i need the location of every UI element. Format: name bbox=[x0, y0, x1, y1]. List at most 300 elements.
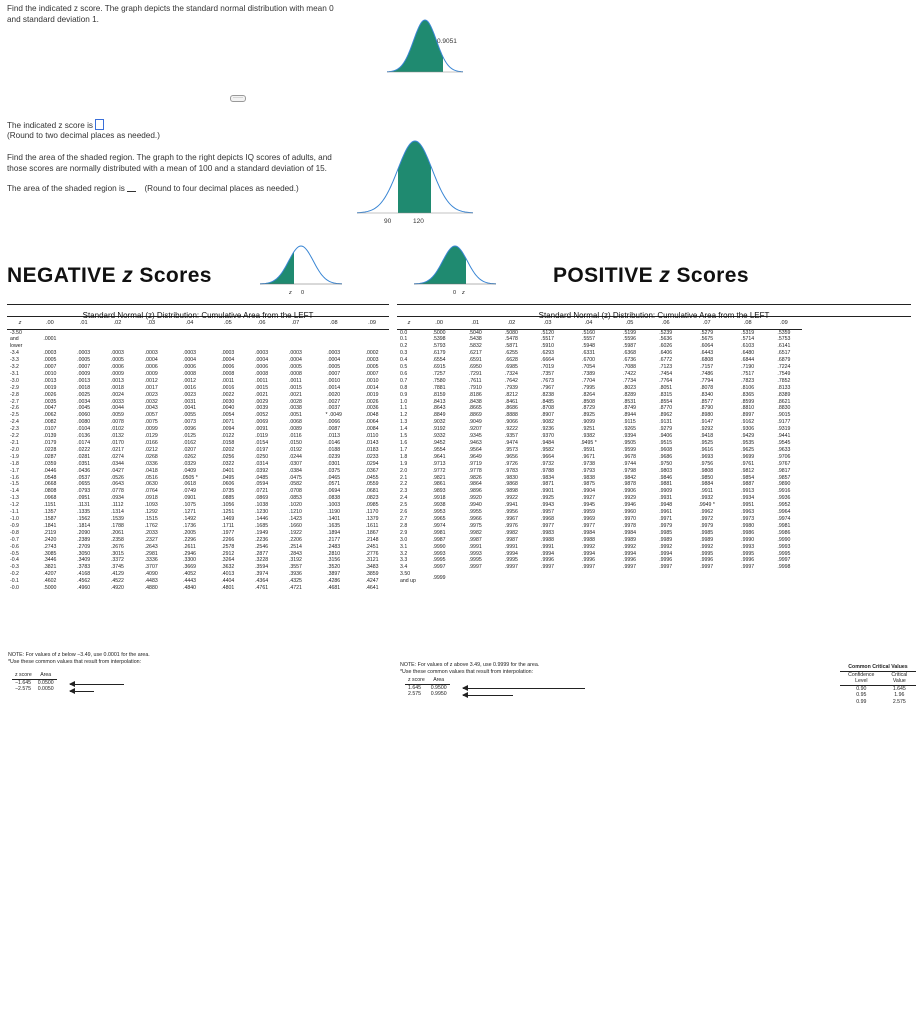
area-cell: .9994 bbox=[582, 550, 596, 557]
area-cell: .0017 bbox=[144, 384, 158, 391]
area-cell: .0183 bbox=[365, 446, 379, 453]
z-value-cell: 2.4 bbox=[400, 495, 408, 502]
area-cell: .0068 bbox=[288, 419, 302, 426]
column-header: .05 bbox=[611, 318, 647, 329]
area-cell: .9452 bbox=[432, 440, 446, 446]
area-cell: .9793 bbox=[582, 467, 596, 474]
area-cell: .1379 bbox=[365, 515, 379, 522]
negative-curve-z: z bbox=[289, 290, 292, 296]
area-cell: .4090 bbox=[144, 571, 158, 578]
area-cell: .4286 bbox=[327, 578, 341, 585]
area-cell: .0808 bbox=[43, 488, 57, 495]
area-cell: .9997 bbox=[504, 564, 518, 571]
area-cell: .7967 bbox=[541, 384, 555, 391]
z-value-cell: -0.7 bbox=[10, 536, 19, 543]
area-cell: .9996 bbox=[700, 557, 714, 564]
area-cell: .0344 bbox=[110, 460, 124, 467]
area-cell: .9998 bbox=[777, 564, 791, 571]
area-cell: .9991 bbox=[504, 543, 518, 550]
column-header: .00 bbox=[421, 318, 457, 329]
area-cell: .1314 bbox=[110, 509, 124, 516]
area-cell: .0749 bbox=[183, 488, 197, 495]
z-value-cell: -3.1 bbox=[10, 370, 19, 377]
area-cell: .9945 bbox=[582, 502, 596, 509]
z-value-cell: -0.3 bbox=[10, 564, 19, 571]
area-cell: .9987 bbox=[432, 536, 446, 543]
table-row bbox=[397, 378, 802, 385]
area-cell: .5160 bbox=[582, 329, 596, 336]
area-cell: .6844 bbox=[741, 357, 755, 364]
area-cell: .9997 bbox=[541, 564, 555, 571]
area-cell: * .0049 bbox=[325, 412, 342, 419]
area-cell: .7054 bbox=[582, 364, 596, 371]
area-cell: .1515 bbox=[144, 515, 158, 522]
area-cell: .9147 bbox=[700, 419, 714, 426]
area-cell: .6443 bbox=[700, 350, 714, 357]
area-cell: .0008 bbox=[183, 370, 197, 377]
area-cell: .0006 bbox=[144, 364, 158, 371]
area-cell: .0934 bbox=[110, 495, 124, 502]
area-cell: .9951 bbox=[741, 502, 755, 509]
area-cell: .6141 bbox=[777, 343, 791, 350]
z-value-cell: -0.1 bbox=[10, 578, 19, 585]
area-cell: .0019 bbox=[43, 384, 57, 391]
area-cell: .0336 bbox=[144, 460, 158, 467]
area-cell: .7611 bbox=[468, 377, 482, 384]
area-cell: .9756 bbox=[700, 460, 714, 467]
area-cell: .6915 bbox=[432, 364, 446, 371]
area-cell: .5517 bbox=[541, 336, 555, 343]
area-cell: .0668 bbox=[43, 481, 57, 488]
area-cell: .9916 bbox=[777, 488, 791, 495]
area-cell: .9984 bbox=[582, 529, 596, 536]
table-row bbox=[397, 364, 802, 371]
area-cell: .0170 bbox=[110, 440, 124, 446]
z-value-cell: 1.6 bbox=[400, 440, 408, 446]
z-value-cell: 3.2 bbox=[400, 550, 408, 557]
area-cell: .9981 bbox=[432, 529, 446, 536]
area-cell: .0351 bbox=[77, 460, 91, 467]
area-cell: .6406 bbox=[659, 350, 673, 357]
area-cell: .4483 bbox=[144, 578, 158, 585]
table-row bbox=[7, 502, 389, 509]
area-cell: .9996 bbox=[741, 557, 755, 564]
z-value-cell: 2.5 bbox=[400, 502, 408, 509]
column-header: .09 bbox=[766, 318, 802, 329]
area-cell: .0069 bbox=[255, 419, 269, 426]
area-cell: .4641 bbox=[365, 585, 379, 592]
area-cell: .9162 bbox=[741, 419, 755, 426]
area-cell: .0409 bbox=[183, 467, 197, 474]
z-value-cell: 3.3 bbox=[400, 557, 408, 564]
area-cell: .9977 bbox=[582, 522, 596, 529]
z-value-cell: -0.2 bbox=[10, 571, 19, 578]
area-cell: .9788 bbox=[541, 467, 555, 474]
area-cell: .9826 bbox=[468, 474, 482, 481]
area-cell: .9946 bbox=[623, 502, 637, 509]
area-cell: .1075 bbox=[183, 502, 197, 509]
z-value-cell: 1.8 bbox=[400, 453, 408, 460]
area-cell: .4801 bbox=[221, 585, 235, 592]
area-cell: .2206 bbox=[288, 536, 302, 543]
table-row bbox=[397, 509, 802, 516]
area-cell: .0003 bbox=[221, 350, 235, 357]
z-value-cell: 0.6 bbox=[400, 370, 408, 377]
column-header: .08 bbox=[312, 318, 355, 329]
area-cell: .0016 bbox=[221, 384, 235, 391]
area-cell: .0054 bbox=[221, 412, 235, 419]
positive-curve-graph bbox=[412, 238, 498, 298]
area-cell: .0143 bbox=[365, 440, 379, 446]
z-value-cell: -3.2 bbox=[10, 364, 19, 371]
area-cell: .0024 bbox=[110, 391, 124, 398]
table-row bbox=[7, 405, 389, 412]
area-cell: .9940 bbox=[468, 502, 482, 509]
area-cell: .9994 bbox=[504, 550, 518, 557]
area-cell: .0485 bbox=[255, 474, 269, 481]
area-cell: .2420 bbox=[43, 536, 57, 543]
area-cell: .9279 bbox=[659, 426, 673, 433]
area-cell: .4602 bbox=[43, 578, 57, 585]
area-cell: .5793 bbox=[432, 343, 446, 350]
z-value-cell: -0.8 bbox=[10, 529, 19, 536]
area-cell: .0033 bbox=[110, 398, 124, 405]
area-cell: .9996 bbox=[623, 557, 637, 564]
area-cell: .0102 bbox=[110, 426, 124, 433]
area-cell: .0007 bbox=[365, 370, 379, 377]
table-row bbox=[397, 399, 802, 406]
shaded-area bbox=[387, 20, 443, 72]
area-cell bbox=[611, 571, 647, 585]
area-cell: .9996 bbox=[659, 557, 673, 564]
area-cell: .0192 bbox=[288, 446, 302, 453]
z-value-cell: -1.2 bbox=[10, 502, 19, 509]
area-cell: .9986 bbox=[741, 529, 755, 536]
area-cell: .8023 bbox=[623, 384, 637, 391]
area-cell: .9803 bbox=[659, 467, 673, 474]
area-cell: .6103 bbox=[741, 343, 755, 350]
table-row bbox=[397, 551, 802, 558]
area-cell: .6879 bbox=[777, 357, 791, 364]
column-header: .02 bbox=[493, 318, 529, 329]
area-cell: .1151 bbox=[43, 502, 57, 509]
area-cell: .0166 bbox=[144, 440, 158, 446]
area-cell: .0004 bbox=[183, 357, 197, 364]
area-cell: .0009 bbox=[110, 370, 124, 377]
negative-curve-graph bbox=[258, 238, 344, 298]
area-cell: .8621 bbox=[777, 398, 791, 405]
area-cell: .6517 bbox=[777, 350, 791, 357]
area-cell: .1112 bbox=[111, 502, 124, 509]
area-cell: .9812 bbox=[741, 467, 755, 474]
area-cell: .9988 bbox=[582, 536, 596, 543]
area-cell: .6480 bbox=[741, 350, 755, 357]
area-cell: .0010 bbox=[327, 377, 341, 384]
area-cell: .9992 bbox=[582, 543, 596, 550]
area-cell: .9649 bbox=[468, 453, 482, 460]
area-cell: .0057 bbox=[144, 412, 158, 419]
area-cell: .0010 bbox=[43, 370, 57, 377]
area-cell: .0162 bbox=[183, 440, 197, 446]
area-cell: .5871 bbox=[504, 343, 518, 350]
area-cell: .9913 bbox=[741, 488, 755, 495]
area-cell: .0119 bbox=[255, 433, 268, 440]
table-row bbox=[397, 385, 802, 392]
z-value-cell: -2.5 bbox=[10, 412, 19, 419]
area-cell: .9996 bbox=[541, 557, 555, 564]
area-cell: .2546 bbox=[255, 543, 269, 550]
z-value-cell: -2.3 bbox=[10, 426, 19, 433]
table-row bbox=[397, 495, 802, 502]
area-cell: .0014 bbox=[365, 384, 379, 391]
area-cell: .3707 bbox=[144, 564, 158, 571]
area-cell: .8997 bbox=[741, 412, 755, 419]
negative-table-title-bar: Standard Normal (z) Distribution: Cumulative Area from the LEFT bbox=[7, 304, 389, 317]
negative-note: NOTE: For values of z below −3.49, use 0.0001 for the area. *Use these common values that result from interpolation: bbox=[8, 652, 150, 665]
table-row bbox=[7, 530, 389, 537]
area-cell: .0071 bbox=[221, 419, 235, 426]
area-cell: .0207 bbox=[183, 446, 197, 453]
area-cell: .0007 bbox=[77, 364, 91, 371]
area-cell: .9953 bbox=[432, 509, 446, 516]
area-cell: .0281 bbox=[77, 453, 91, 460]
column-header: .03 bbox=[529, 318, 565, 329]
area-cell: .9962 bbox=[700, 509, 714, 516]
area-cell: .1210 bbox=[288, 509, 302, 516]
area-cell: .9967 bbox=[504, 515, 518, 522]
area-cell: .0009 bbox=[77, 370, 91, 377]
area-cell: .4562 bbox=[77, 578, 91, 585]
area-cell: .0154 bbox=[255, 440, 269, 446]
area-cell: .0003 bbox=[77, 350, 91, 357]
column-header: .07 bbox=[684, 318, 730, 329]
area-cell: .2912 bbox=[221, 550, 235, 557]
question-2-graph bbox=[355, 128, 475, 218]
area-cell: .1469 bbox=[221, 515, 235, 522]
area-cell: .1562 bbox=[77, 515, 91, 522]
area-cell: .0004 bbox=[288, 357, 302, 364]
area-cell: .3783 bbox=[77, 564, 91, 571]
area-cell: .9599 bbox=[623, 446, 637, 453]
area-cell: .9980 bbox=[741, 522, 755, 529]
area-cell: .0495 bbox=[221, 474, 235, 481]
area-cell: .0985 bbox=[365, 502, 379, 509]
table-row bbox=[397, 433, 802, 440]
area-cell: .0016 bbox=[183, 384, 197, 391]
area-cell bbox=[766, 571, 802, 585]
area-cell: .2148 bbox=[365, 536, 379, 543]
area-cell: .0384 bbox=[288, 467, 302, 474]
area-cell: .9999 bbox=[432, 574, 446, 581]
interp-arrow bbox=[463, 695, 513, 696]
area-cell: .0007 bbox=[43, 364, 57, 371]
area-cell: .9881 bbox=[659, 481, 673, 488]
area-cell: .9678 bbox=[623, 453, 637, 460]
area-cell: .0239 bbox=[327, 453, 341, 460]
z-value-cell: -2.6 bbox=[10, 405, 19, 412]
area-cell: .0630 bbox=[144, 481, 158, 488]
area-cell: .8830 bbox=[777, 405, 791, 412]
area-cell: .7580 bbox=[432, 377, 446, 384]
area-cell: .0062 bbox=[43, 412, 57, 419]
area-cell: .8599 bbox=[741, 398, 755, 405]
table-row bbox=[397, 530, 802, 537]
interp-arrow bbox=[463, 688, 585, 689]
table-row bbox=[397, 336, 802, 343]
column-header: .00 bbox=[33, 318, 67, 329]
z-value-cell: 0.3 bbox=[400, 350, 408, 357]
area-cell: .9868 bbox=[504, 481, 518, 488]
area-cell: .1401 bbox=[327, 515, 341, 522]
area-cell: .0559 bbox=[365, 481, 379, 488]
area-answer-input[interactable] bbox=[127, 183, 136, 192]
area-cell: .3974 bbox=[255, 571, 269, 578]
area-cell: .0853 bbox=[288, 495, 302, 502]
positive-interpolation-table: z score Area 1.645 0.9500 2.575 0.9950 bbox=[405, 677, 450, 698]
area-cell: .0838 bbox=[327, 495, 341, 502]
table-row bbox=[397, 329, 802, 336]
table-row bbox=[397, 564, 802, 571]
area-cell: .9641 bbox=[432, 453, 446, 460]
area-cell: .9993 bbox=[432, 550, 446, 557]
area-cell: .3228 bbox=[255, 557, 269, 564]
area-cell: .9719 bbox=[468, 460, 482, 467]
area-cell: .8413 bbox=[432, 398, 446, 405]
column-header: .05 bbox=[211, 318, 245, 329]
area-cell: .0059 bbox=[110, 412, 124, 419]
area-cell: .0099 bbox=[144, 426, 158, 433]
area-cell: .9608 bbox=[659, 446, 673, 453]
area-cell: .0307 bbox=[288, 460, 302, 467]
area-cell: .0020 bbox=[327, 391, 341, 398]
area-cell: .0007 bbox=[327, 370, 341, 377]
area-cell: .9319 bbox=[777, 426, 791, 433]
area-cell: .0003 bbox=[365, 357, 379, 364]
z-score-answer-input[interactable] bbox=[95, 119, 104, 130]
area-cell: .5000 bbox=[432, 329, 446, 336]
z-value-cell: 2.7 bbox=[400, 515, 408, 522]
area-cell: .7549 bbox=[777, 370, 791, 377]
area-cell: .9878 bbox=[623, 481, 637, 488]
area-cell: .9986 bbox=[777, 529, 791, 536]
table-row bbox=[7, 329, 389, 350]
area-cell: .8133 bbox=[777, 384, 791, 391]
area-cell: .9949 * bbox=[698, 502, 715, 509]
area-cell: .6255 bbox=[504, 350, 518, 357]
area-cell: .7357 bbox=[541, 370, 555, 377]
area-cell: .7642 bbox=[504, 377, 518, 384]
area-cell: .3632 bbox=[221, 564, 235, 571]
area-cell: .2119 bbox=[43, 529, 57, 536]
area-cell: .9993 bbox=[741, 543, 755, 550]
z-value-cell: 0.9 bbox=[400, 391, 408, 398]
column-header-z: z bbox=[397, 318, 421, 329]
area-cell: .8686 bbox=[504, 405, 518, 412]
positive-curve-zero: 0 bbox=[453, 290, 457, 296]
area-cell: .4761 bbox=[255, 585, 269, 592]
area-cell: .1894 bbox=[327, 529, 341, 536]
area-cell: .9961 bbox=[659, 509, 673, 516]
area-cell: .9985 bbox=[700, 529, 714, 536]
column-header: .06 bbox=[648, 318, 684, 329]
area-cell: .9987 bbox=[468, 536, 482, 543]
area-cell: .9952 bbox=[777, 502, 791, 509]
area-cell: .5557 bbox=[582, 336, 596, 343]
area-cell: .3015 bbox=[110, 550, 124, 557]
area-cell: .0212 bbox=[144, 446, 158, 453]
area-cell: .9131 bbox=[659, 419, 673, 426]
area-cell: .4681 bbox=[327, 585, 341, 592]
more-button[interactable]: ····· bbox=[230, 95, 246, 102]
area-cell: .8340 bbox=[700, 391, 714, 398]
area-cell: .0001 bbox=[43, 336, 57, 343]
area-cell: .8186 bbox=[468, 391, 482, 398]
area-cell: .3821 bbox=[43, 564, 57, 571]
question-2-prompt: Find the area of the shaded region. The graph to the right depicts IQ scores of adults, and those scores are normally distributed with a mean of 100 and a standard deviation of 15. bbox=[7, 153, 332, 173]
area-cell: .2709 bbox=[77, 543, 91, 550]
table-row bbox=[7, 378, 389, 385]
column-header: .07 bbox=[279, 318, 313, 329]
area-cell: .6064 bbox=[700, 343, 714, 350]
area-cell: .9699 bbox=[741, 453, 755, 460]
area-cell: .0037 bbox=[327, 405, 341, 412]
normal-curve bbox=[260, 246, 342, 284]
area-cell: .7852 bbox=[777, 377, 791, 384]
area-cell: .1611 bbox=[365, 522, 379, 529]
area-cell: .9049 bbox=[468, 419, 482, 426]
table-row bbox=[7, 357, 389, 364]
column-header: .04 bbox=[566, 318, 612, 329]
area-cell: .0129 bbox=[144, 433, 158, 440]
area-cell: .9896 bbox=[468, 488, 482, 495]
area-cell: .9972 bbox=[700, 515, 714, 522]
area-cell: .1492 bbox=[183, 515, 197, 522]
area-cell: .9941 bbox=[504, 502, 518, 509]
area-cell bbox=[684, 571, 730, 585]
z-value-cell: -3.3 bbox=[10, 357, 19, 364]
column-header: .06 bbox=[245, 318, 279, 329]
area-cell: .0314 bbox=[255, 460, 269, 467]
area-cell: .5478 bbox=[504, 336, 518, 343]
area-cell: .9871 bbox=[541, 481, 555, 488]
area-cell: .8531 bbox=[623, 398, 637, 405]
area-cell: .3446 bbox=[43, 557, 57, 564]
area-cell: .5596 bbox=[623, 336, 637, 343]
area-cell: .8315 bbox=[659, 391, 673, 398]
area-cell: .0548 bbox=[43, 474, 57, 481]
area-cell: .0009 bbox=[144, 370, 158, 377]
area-cell: .2177 bbox=[327, 536, 341, 543]
area-cell: .0043 bbox=[144, 405, 158, 412]
area-cell: .9744 bbox=[623, 460, 637, 467]
negative-z-table bbox=[7, 318, 389, 592]
area-cell: .5199 bbox=[623, 329, 637, 336]
table-row bbox=[397, 571, 802, 585]
table-row bbox=[397, 419, 802, 426]
answer-1-hint: (Round to two decimal places as needed.) bbox=[7, 131, 160, 140]
area-cell: .9981 bbox=[777, 522, 791, 529]
area-cell: .3859 bbox=[365, 571, 379, 578]
area-cell: .0256 bbox=[221, 453, 235, 460]
table-row bbox=[7, 488, 389, 495]
area-cell: .9625 bbox=[741, 446, 755, 453]
z-value-cell: -1.7 bbox=[10, 467, 19, 474]
area-cell: .0446 bbox=[43, 467, 57, 474]
question-1-prompt: Find the indicated z score. The graph depicts the standard normal distribution with mean 0 and standard deviation 1. bbox=[7, 4, 334, 24]
area-cell: .0005 bbox=[288, 364, 302, 371]
area-cell: .9515 bbox=[659, 440, 673, 446]
area-cell: .1020 bbox=[288, 502, 302, 509]
